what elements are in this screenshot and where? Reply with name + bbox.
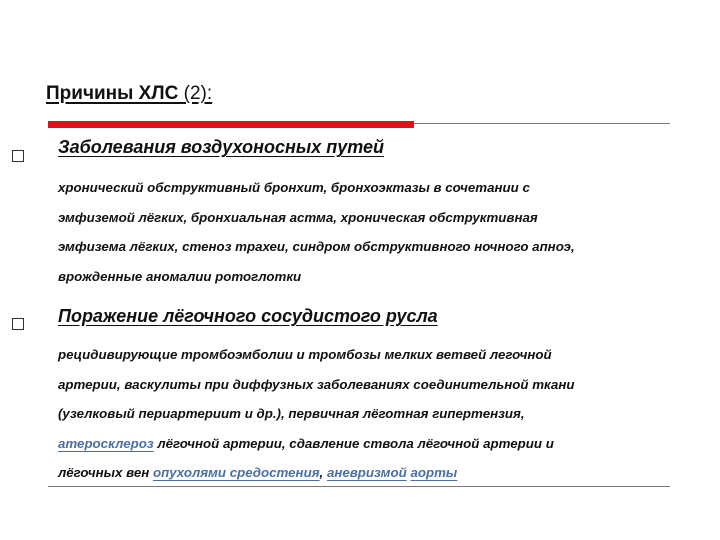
section2-line-5-text: лёгочных вен bbox=[58, 465, 153, 480]
section2-line: рецидивирующие тромбоэмболии и тромбозы мелких ветвей легочной bbox=[58, 347, 552, 362]
square-bullet-icon bbox=[12, 318, 24, 330]
slide-title-number: (2): bbox=[183, 83, 213, 104]
aneurysm-link[interactable]: аневризмой bbox=[326, 465, 407, 480]
section1-body bbox=[58, 173, 708, 291]
section1-line: эмфиземой лёгких, бронхиальная астма, хроническая обструктивная bbox=[58, 209, 538, 225]
section1-line: врожденные аномалии ротоглотки bbox=[58, 268, 302, 284]
section1-line: эмфизема лёгких, стеноз трахеи, синдром обструктивного ночного апноэ, bbox=[58, 239, 575, 254]
section1-heading: Заболевания воздухоносных путей bbox=[58, 137, 384, 157]
section2-line: артерии, васкулиты при диффузных заболеваниях соединительной ткани bbox=[58, 376, 575, 392]
mediastinal-tumors-link[interactable]: опухолями средостения bbox=[152, 465, 320, 480]
aorta-link[interactable]: аорты bbox=[410, 465, 458, 480]
square-bullet-icon bbox=[12, 150, 24, 162]
section2-line-4-text: лёгочной артерии, сдавление ствола лёгочной артерии и bbox=[153, 435, 554, 451]
section2-heading: Поражение лёгочного сосудистого русла bbox=[58, 306, 438, 326]
section2-line-5 bbox=[58, 458, 708, 488]
accent-bar bbox=[48, 121, 414, 128]
section2-body bbox=[58, 340, 708, 488]
slide-title bbox=[46, 83, 212, 105]
section2-line: (узелковый периартериит и др.), первичная лёготная гипертензия, bbox=[58, 406, 525, 421]
section2-line-4 bbox=[58, 429, 708, 459]
atherosclerosis-link[interactable]: атеросклероз bbox=[58, 435, 154, 451]
section1-line: хронический обструктивный бронхит, бронхоэктазы в сочетании с bbox=[58, 180, 530, 195]
slide-title-text: Причины ХЛС bbox=[46, 83, 184, 104]
bottom-divider bbox=[48, 486, 670, 487]
separator-text: , bbox=[319, 465, 327, 480]
